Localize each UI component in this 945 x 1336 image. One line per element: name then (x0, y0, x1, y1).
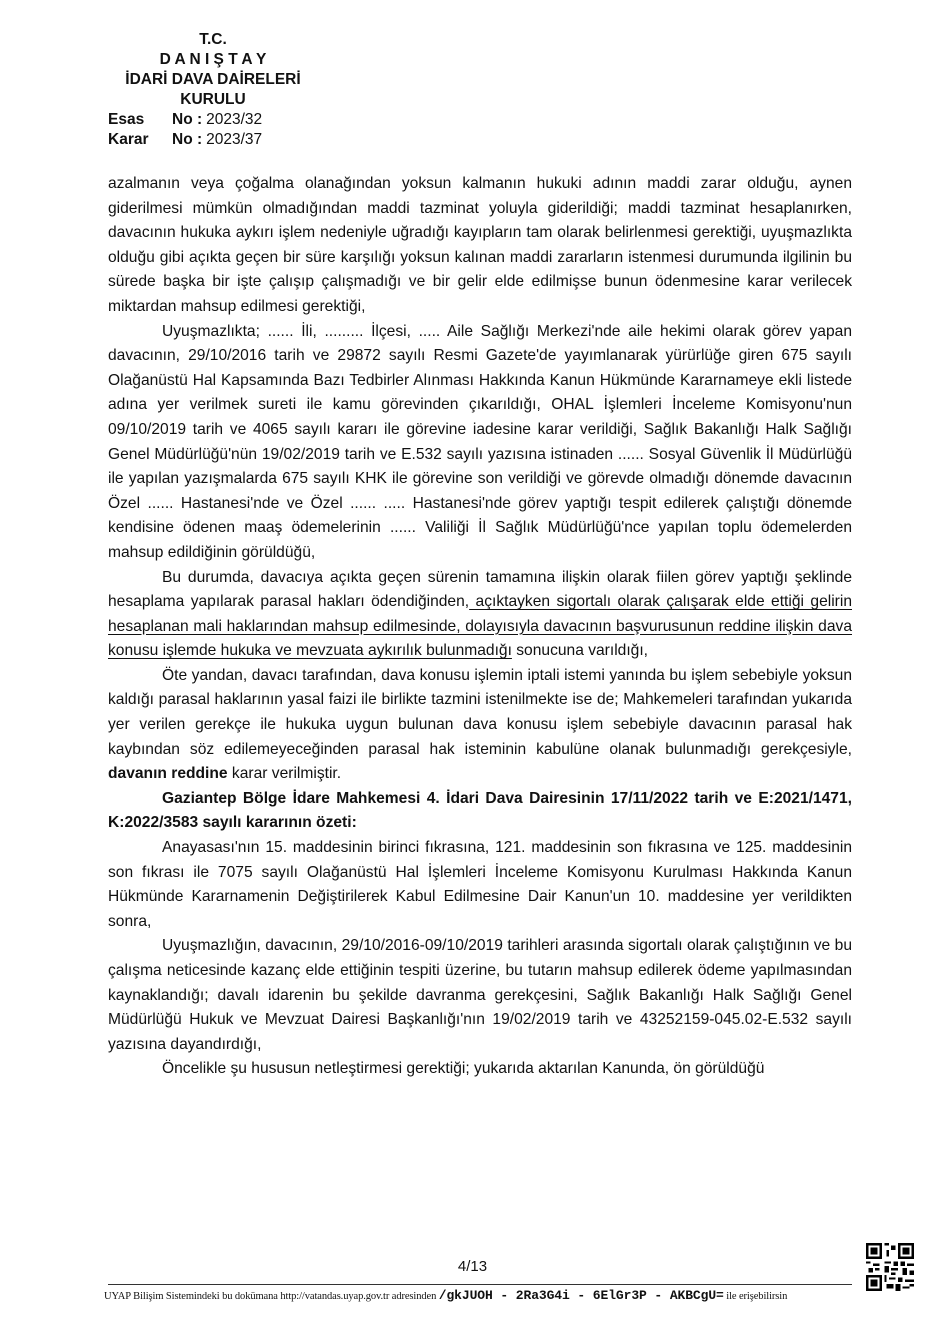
paragraph-1: azalmanın veya çoğalma olanağından yoksun kalmanın hukuki adının maddi zarar olduğu, aynen giderilmesi mümkün olmadığından maddi tazminat yoluyla giderildiği; maddi tazminat hesaplanırken, davacının hukuka aykırı işlem nedeniyle uğradığı kayıpların tam olarak belirlenmesi gerektiği, uyuşmazlıkta olduğu gibi açıkta geçen bir süre karşılığı yoksun kalınan maddi zararların istenmesi durumunda ilgilinin bu sürede başka bir işte çalışıp çalışmadığı ve bir gelir elde edilmişse bunun ödenmesine karar verilecek miktardan mahsup edilmesi gerektiği, (108, 175, 852, 315)
footer-verification-text (104, 1288, 864, 1303)
document-body (108, 172, 852, 1082)
header-tc: T.C. (199, 31, 227, 48)
paragraph-7: Uyuşmazlığın, davacının, 29/10/2016-09/10/2019 tarihleri arasında sigortalı olarak çalıştığının ve bu çalışma neticesinde kazanç elde ettiğinin tespiti üzerine, bu tutarın mahsup edilerek ödeme yapılmasından kaynaklandığı; davalı idarenin bu şekilde davranma gerekçesini, Sağlık Bakanlığı Halk Sağlığı Genel Müdürlüğü Hukuk ve Mevzuat Dairesi Başkanlığı'nın 19/02/2019 tarih ve 43252159-045.02-E.532 sayılı yazısına dayandırdığı, (108, 937, 852, 1053)
paragraph-6: Anayasası'nın 15. maddesinin birinci fıkrasına, 121. maddesinin son fıkrasına ve 125. maddesinin son fıkrası ile 7075 sayılı Olağanüstü Hal İşlemleri İnceleme Komisyonu Kurulması Hakkında Kanun Hükmünde Kararnamenin Değiştirilerek Kabul Edilmesine Dair Kanun'un 10. maddesine yer verildikten sonra, (108, 839, 852, 930)
header-daireler: İDARİ DAVA DAİRELERİ (125, 71, 301, 88)
header-kurulu: KURULU (180, 91, 246, 108)
header-danistay: D A N I Ş T A Y (159, 51, 267, 68)
paragraph-4-start: Öte yandan, davacı tarafından, dava konusu işlemin iptali istemi yanında bu işlem sebebiyle yoksun kaldığı parasal haklarının yasal faizi ile birlikte tazmini istenilmekte ise de; Mahkemeleri tarafından yukarıda yer verilen gerekçe ile hukuka uygun bulunan dava konusu işlem sebebiyle davacının parasal hak kaybından söz edilemeyeceğinden parasal hak isteminin kabulüne olanak bulunmadığı gerekçesiyle, (108, 666, 852, 758)
esas-number: 2023/32 (206, 111, 263, 128)
karar-label: Karar (108, 131, 149, 148)
footer-suffix: ile erişebilirsin (723, 1291, 788, 1302)
paragraph-3 (108, 566, 852, 664)
footer-prefix: UYAP Bilişim Sistemindeki bu dokümana http://vatandas.uyap.gov.tr adresinden (104, 1291, 439, 1302)
karar-row (108, 130, 368, 150)
karar-number: 2023/37 (206, 131, 263, 148)
underlined-passage: açıktayken sigortalı olarak çalışarak elde ettiği gelirin hesaplanan mali haklarından mahsup edilmesinde, dolayısıyla davacının başvurusunun reddine ilişkin dava konusu işlemde hukuka ve mevzuata aykırılık bulunmadığı (108, 593, 852, 660)
paragraph-3-end: sonucuna varıldığı, (511, 642, 649, 660)
paragraph-4-end: karar verilmiştir. (227, 765, 342, 783)
document-header (108, 30, 368, 150)
footer-divider (108, 1284, 852, 1285)
esas-row (108, 110, 368, 130)
section-heading: Gaziantep Bölge İdare Mahkemesi 4. İdari Dava Dairesinin 17/11/2022 tarih ve E:2021/1471, K:2022/3583 sayılı kararının özeti: (108, 789, 852, 832)
verification-code: /gkJUOH - 2Ra3G4i - 6ElGr3P - AKBCgU= (438, 1288, 724, 1303)
paragraph-8: Öncelikle şu hususun netleştirmesi gerektiği; yukarıda aktarılan Kanunda, ön görüldüğü (162, 1060, 765, 1078)
karar-no-label: No : (172, 131, 203, 148)
paragraph-4 (108, 664, 852, 787)
page-number: 4/13 (457, 1258, 488, 1275)
esas-label: Esas (108, 111, 145, 128)
esas-no-label: No : (172, 111, 203, 128)
qr-code-icon (866, 1243, 914, 1291)
paragraph-3-start: Bu durumda, davacıya açıkta geçen sürenin tamamına ilişkin olarak fiilen görev yaptığı şeklinde hesaplama yapılarak parasal hakları ödendiğinden, (108, 568, 852, 611)
bold-ruling: davanın reddine (108, 765, 228, 783)
paragraph-2: Uyuşmazlıkta; ...... İli, ......... İlçesi, ..... Aile Sağlığı Merkezi'nde aile hekimi olarak görev yapan davacının, 29/10/2016 tarih ve 29872 sayılı Resmi Gazete'de yayımlanarak yürürlüğe giren 675 sayılı Olağanüstü Hal Kapsamında Bazı Tedbirler Alınması Hakkında Kanun Hükmünde Kararnameye ekli listede adına yer verilmek sureti ile kamu görevinden çıkarıldığı, OHAL İşlemleri İnceleme Komisyonu'nun 09/10/2019 tarih ve 4065 sayılı kararı ile görevine iadesine karar verildiği, Sağlık Bakanlığı Halk Sağlığı Genel Müdürlüğü'nün 19/02/2019 tarih ve E.532 sayılı yazısına istinaden ...... Sosyal Güvenlik İl Müdürlüğü ile yapılan yazışmalarda 675 sayılı KHK ile görevine son verildiği ve görevde olmadığı dönemde davacının Özel ...... Hastanesi'nde ve Özel ...... ..... Hastanesi'nde görev yaptığı tespit edilerek çalıştığı dönemde kendisine ödenen maaş ödemelerinin ...... Valiliği İl Sağlık Müdürlüğü'nce yapılan toplu ödemelerden mahsup edildiğinin görüldüğü, (108, 322, 852, 561)
